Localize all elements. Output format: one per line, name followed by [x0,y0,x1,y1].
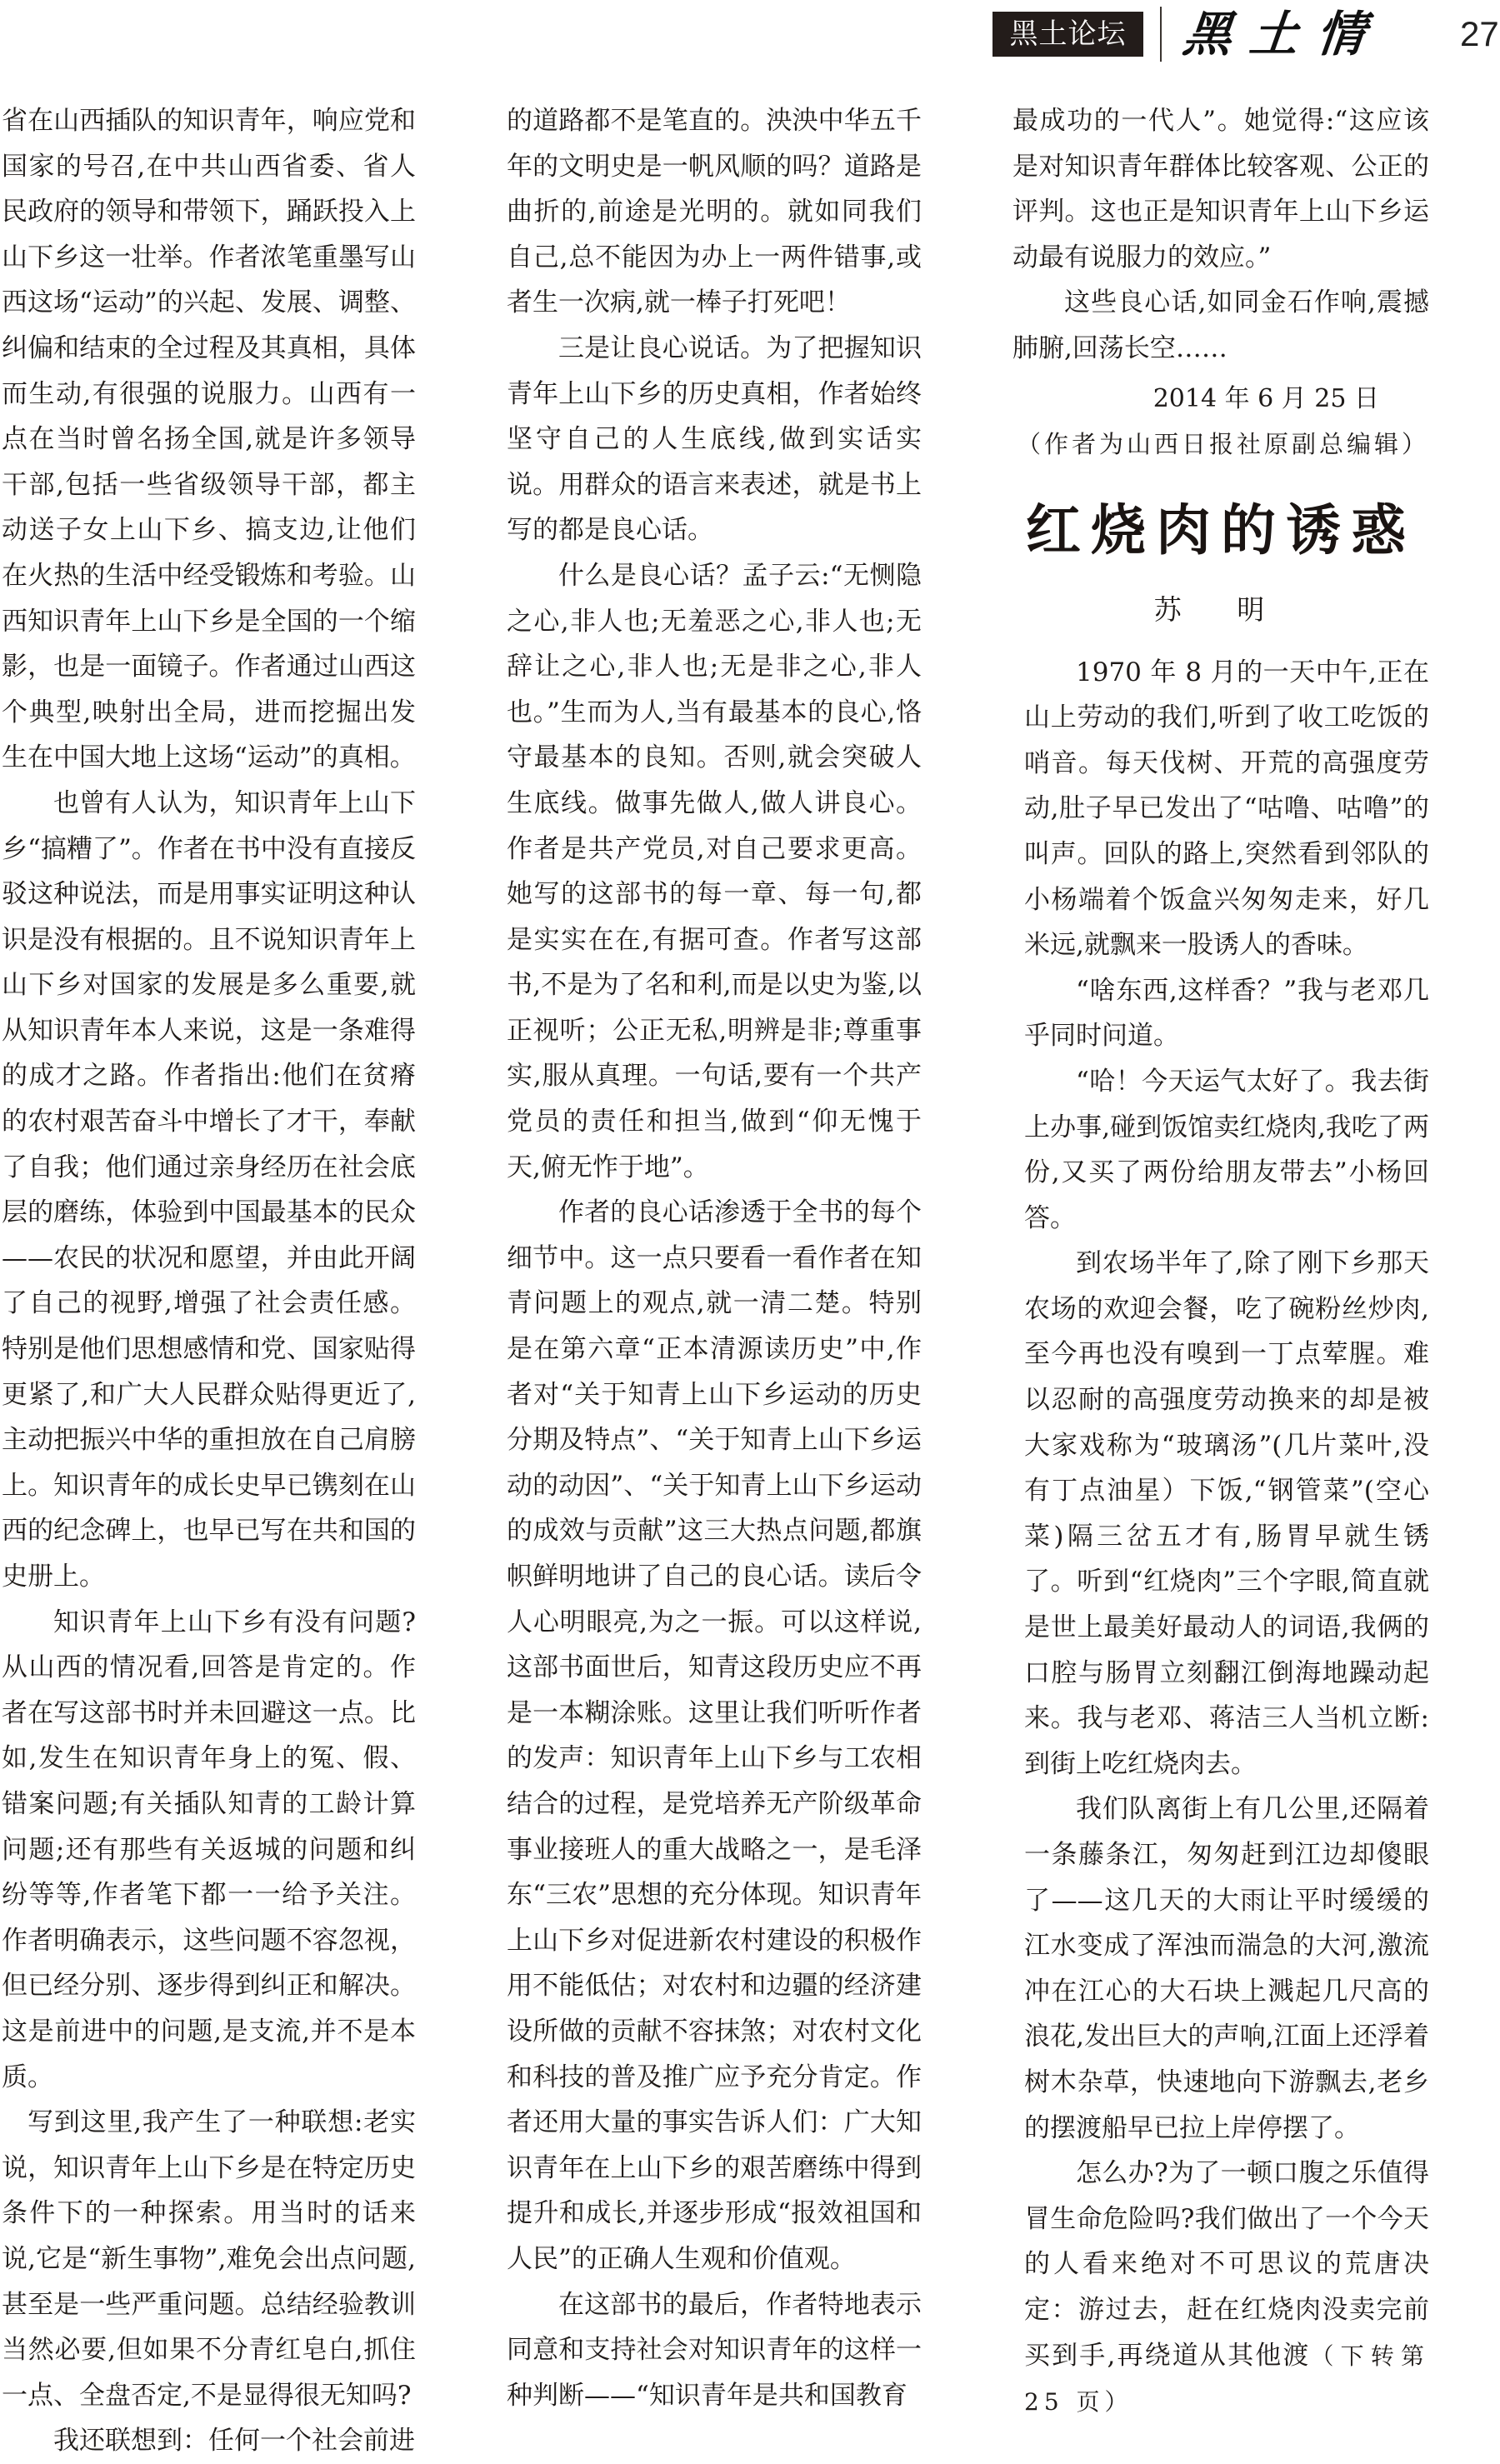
article-date: 2014 年 6 月 25 日 [1152,383,1379,413]
paragraph: 最成功的一代人”。她觉得:“这应该是对知识青年群体比较客观、公正的评判。这也正是知识青年上山下乡运动最有说服力的效应。” [1012,106,1429,272]
paragraph: 在这部书的最后，作者特地表示同意和支持社会对知识青年的这样一种判断——“知识青年是共和国教育 [507,2289,922,2411]
column-2 [507,98,922,2418]
article-title: 红烧肉的诱惑 [1026,497,1416,562]
masthead-logo: 黑土情 [1180,6,1387,62]
paragraph: 写到这里,我产生了一种联想:老实说，知识青年上山下乡是在特定历史条件下的一种探索。用当时的话来说,它是“新生事物”,难免会出点问题,甚至是一些严重问题。总结经验教训当然必要,但如果不分青红皂白,抓住一点、全盘否定,不是显得很无知吗? [2,2107,416,2411]
paragraph: 到农场半年了,除了刚下乡那天农场的欢迎会餐，吃了碗粉丝炒肉,至今再也没有嗅到一丁点荤腥。难以忍耐的高强度劳动换来的却是被大家戏称为“玻璃汤”(几片菜叶,没有丁点油星）下饭,“钢管菜”(空心菜)隔三岔五才有,肠胃早就生锈了。听到“红烧肉”三个字眼,简直就是世上最美好最动人的词语,我俩的口腔与肠胃立刻翻江倒海地躁动起来。我与老邓、蒋洁三人当机立断:到街上吃红烧肉去。 [1024,1248,1429,1779]
paragraph: “哈！今天运气太好了。我去街上办事,碰到饭馆卖红烧肉,我吃了两份,又买了两份给朋友带去”小杨回答。 [1024,1066,1429,1233]
paragraph-text: 怎么办?为了一顿口腹之乐值得冒生命危险吗?我们做出了一个今天的人看来绝对不可思议的荒唐决定：游过去，赶在红烧肉没卖完前买到手,再绕道从其他渡 [1024,2158,1429,2371]
paragraph: 什么是良心话？孟子云:“无恻隐之心,非人也;无羞恶之心,非人也;无辞让之心,非人也;无是非之心,非人也。”生而为人,当有最基本的良心,恪守最基本的良知。否则,就会突破人生底线。做事先做人,做人讲良心。作者是共产党员,对自己要求更高。她写的这部书的每一章、每一句,都是实实在在,有据可查。作者写这部书,不是为了名和利,而是以史为鉴,以正视听；公正无私,明辨是非;尊重事实,服从真理。一句话,要有一个共产党员的责任和担当,做到“仰无愧于天,俯无怍于地”。 [507,560,922,1182]
paragraph: 这些良心话,如同金石作响,震撼肺腑,回荡长空…… [1012,287,1429,363]
paragraph: 我们队离街上有几公里,还隔着一条藤条江，匆匆赶到江边却傻眼了——这几天的大雨让平时缓缓的江水变成了浑浊而湍急的大河,激流冲在江心的大石块上溅起几尺高的浪花,发出巨大的声响,江面上还浮着树木杂草，快速地向下游飘去,老乡的摆渡船早已拉上岸停摆了。 [1024,1794,1429,2143]
column-1 [2,98,416,2464]
continued-note: （下转第 25 页） [1024,2342,1429,2417]
paragraph: 作者的良心话渗透于全书的每个细节中。这一点只要看一看作者在知青问题上的观点,就一清二楚。特别是在第六章“正本清源读历史”中,作者对“关于知青上山下乡运动的历史分期及特点”、“关于知青上山下乡运动的动因”、“关于知青上山下乡运动的成效与贡献”这三大热点问题,都旗帜鲜明地讲了自己的良心话。读后令人心明眼亮,为之一振。可以这样说,这部书面世后，知青这段历史应不再是一本糊涂账。这里让我们听听作者的发声：知识青年上山下乡与工农相结合的过程，是党培养无产阶级革命事业接班人的重大战略之一，是毛泽东“三农”思想的充分体现。知识青年上山下乡对促进新农村建设的积极作用不能低估；对农村和边疆的经济建设所做的贡献不容抹煞；对农村文化和科技的普及推广应予充分肯定。作者还用大量的事实告诉人们：广大知识青年在上山下乡的艰苦磨练中得到提升和成长,并逐步形成“报效祖国和人民”的正确人生观和价值观。 [507,1197,922,2274]
section-label: 黑土论坛 [992,12,1143,57]
paragraph: 知识青年上山下乡有没有问题?从山西的情况看,回答是肯定的。作者在写这部书时并未回避这一点。比如,发生在知识青年身上的冤、假、错案问题;有关插队知青的工龄计算问题;还有那些有关返城的问题和纠纷等等,作者笔下都一一给予关注。作者明确表示，这些问题不容忽视，但已经分别、逐步得到纠正和解决。这是前进中的问题,是支流,并不是本质。 [2,1607,416,2092]
header-divider [1160,7,1162,62]
article-body [1012,650,1429,2426]
paragraph: 省在山西插队的知识青年，响应党和国家的号召,在中共山西省委、省人民政府的领导和带领下，踊跃投入上山下乡这一壮举。作者浓笔重墨写山西这场“运动”的兴起、发展、调整、纠偏和结束的全过程及其真相，具体而生动,有很强的说服力。山西有一点在当时曾名扬全国,就是许多领导干部,包括一些省级领导干部，都主动送子女上山下乡、搞支边,让他们在火热的生活中经受锻炼和考验。山西知识青年上山下乡是全国的一个缩影，也是一面镜子。作者通过山西这个典型,映射出全局，进而挖掘出发生在中国大地上这场“运动”的真相。 [2,106,416,773]
column-3 [1012,98,1429,2426]
page-number: 27 [1460,14,1499,53]
paragraph: “啥东西,这样香？”我与老邓几乎同时问道。 [1024,975,1429,1052]
article-byline: 苏 明 [1153,592,1288,626]
paragraph: 三是让良心说话。为了把握知识青年上山下乡的历史真相，作者始终坚守自己的人生底线,做到实话实说。用群众的语言来表述，就是书上写的都是良心话。 [507,332,922,546]
paragraph [1024,2151,1429,2426]
paragraph: 的道路都不是笔直的。泱泱中华五千年的文明史是一帆风顺的吗？道路是曲折的,前途是光明的。就如同我们自己,总不能因为办上一两件错事,或者生一次病,就一棒子打死吧！ [507,106,922,318]
page-header [0,0,1500,83]
author-note: （作者为山西日报社原副总编辑） [1016,429,1429,458]
paragraph: 1970 年 8 月的一天中午,正在山上劳动的我们,听到了收工吃饭的哨音。每天伐树、开荒的高强度劳动,肚子早已发出了“咕噜、咕噜”的叫声。回队的路上,突然看到邻队的小杨端着个饭盒兴匆匆走来，好几米远,就飘来一股诱人的香味。 [1024,657,1429,961]
paragraph: 我还联想到：任何一个社会前进 [53,2426,415,2457]
paragraph: 也曾有人认为，知识青年上山下乡“搞糟了”。作者在书中没有直接反驳这种说法，而是用事实证明这种认识是没有根据的。且不说知识青年上山下乡对国家的发展是多么重要,就从知识青年本人来说，这是一条难得的成才之路。作者指出:他们在贫瘠的农村艰苦奋斗中增长了才干，奉献了自我；他们通过亲身经历在社会底层的磨练，体验到中国最基本的民众——农民的状况和愿望，并由此开阔了自己的视野,增强了社会责任感。特别是他们思想感情和党、国家贴得更紧了,和广大人民群众贴得更近了,主动把振兴中华的重担放在自己肩膀上。知识青年的成长史早已镌刻在山西的纪念碑上，也早已写在共和国的史册上。 [2,787,416,1592]
